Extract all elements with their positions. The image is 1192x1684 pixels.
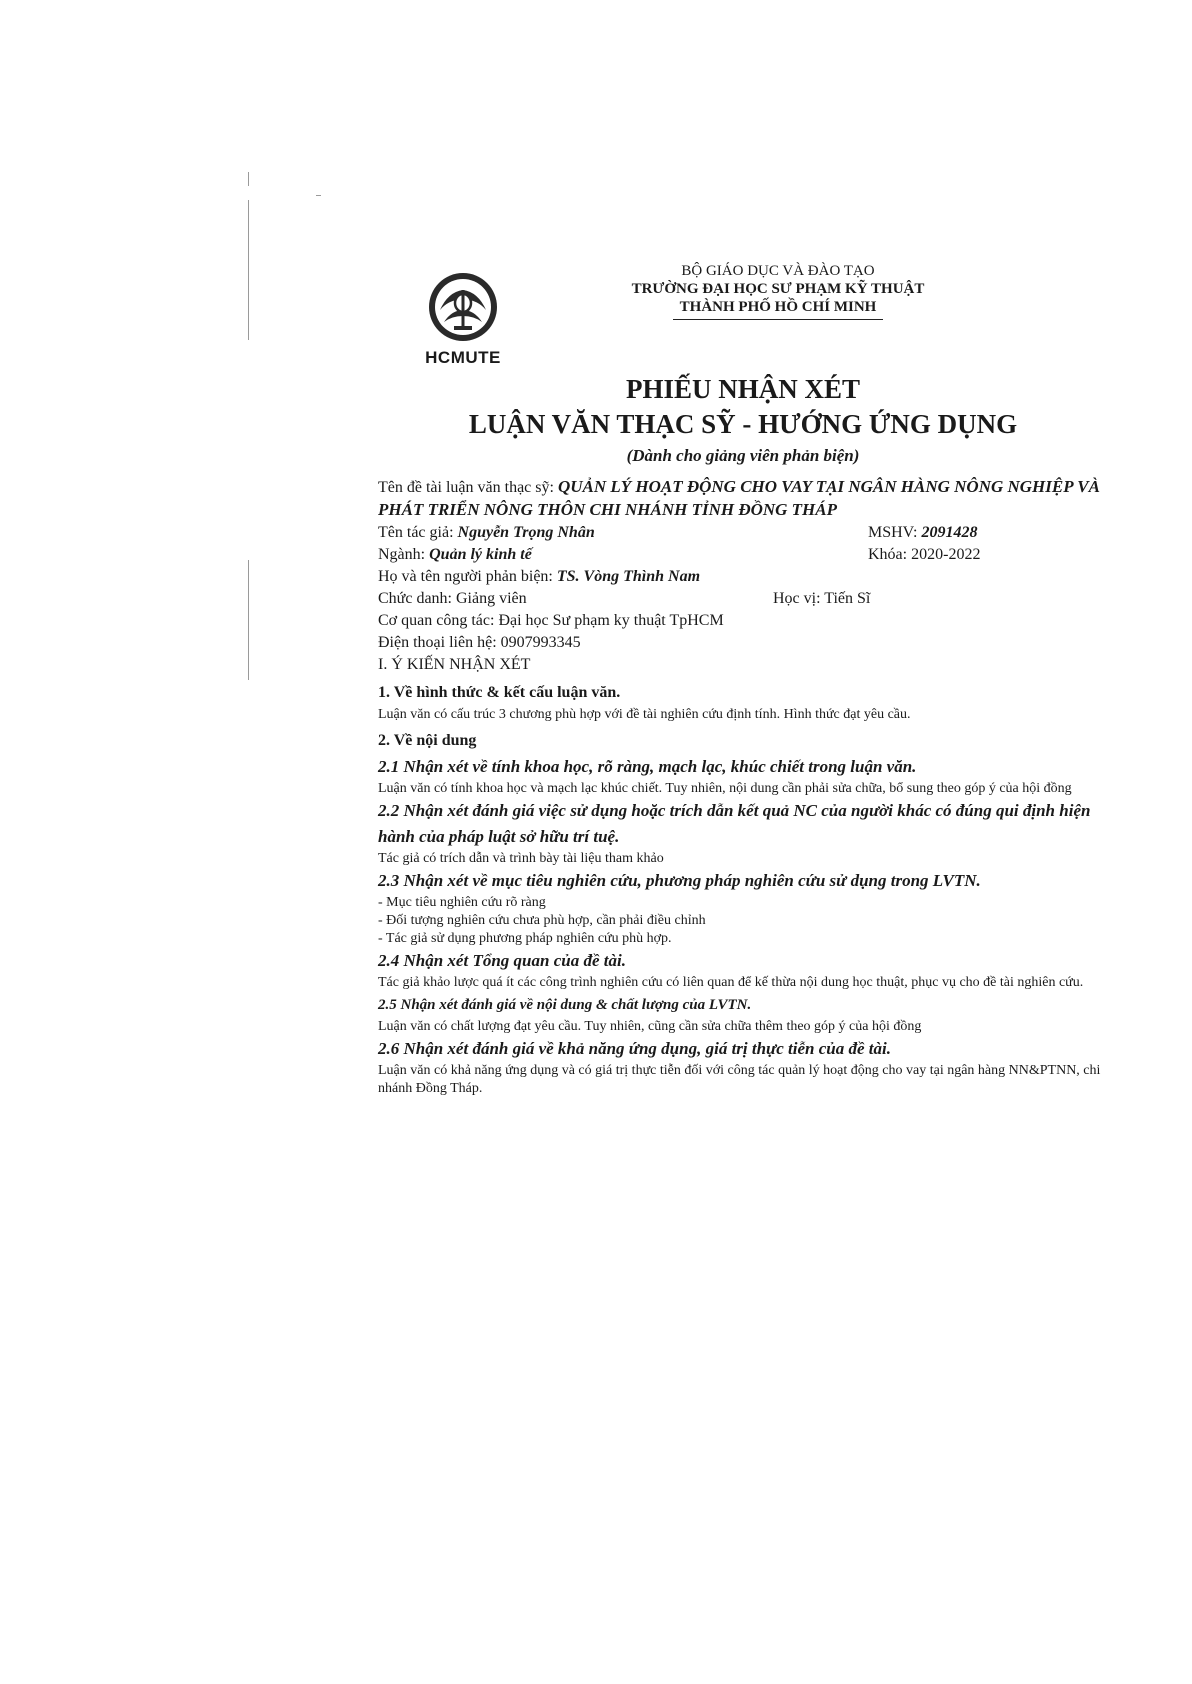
org-label: Cơ quan công tác:: [378, 612, 499, 629]
org-value: Đại học Sư phạm ky thuật TpHCM: [498, 612, 724, 629]
university-name: TRƯỜNG ĐẠI HỌC SƯ PHẠM KỸ THUẬT: [631, 281, 925, 297]
section-1-heading: 1. Về hình thức & kết cấu luận văn.: [378, 684, 621, 701]
major-row: [378, 544, 1108, 566]
author-row: [378, 522, 1108, 544]
reviewer-value: TS. Vòng Thình Nam: [556, 568, 701, 585]
section-1-body: Luận văn có cấu trúc 3 chương phù hợp với đề tài nghiên cứu định tính. Hình thức đạt yêu cầu.: [378, 707, 911, 722]
major-label: Ngành:: [378, 546, 430, 563]
degree-label: Học vị:: [773, 590, 825, 607]
hcmute-emblem-icon: [426, 270, 500, 344]
scan-artifact: [248, 172, 249, 186]
major-value: Quản lý kinh tế: [429, 546, 532, 563]
section-2-6-heading: 2.6 Nhận xét đánh giá về khả năng ứng dụng, giá trị thực tiễn của đề tài.: [378, 1039, 891, 1058]
section-2-3-item: - Đối tượng nghiên cứu chưa phù hợp, cần phải điều chỉnh: [378, 913, 706, 928]
section-2-2-heading: 2.2 Nhận xét đánh giá việc sử dụng hoặc trích dẫn kết quả NC của người khác có đúng qui định hiện hành của pháp luật sở hữu trí tuệ.: [378, 801, 1091, 846]
section-2-3-item: - Tác giả sử dụng phương pháp nghiên cứu phù hợp.: [378, 931, 672, 946]
position-label: Chức danh:: [378, 590, 456, 607]
course-label: Khóa:: [868, 546, 912, 563]
ministry-name: BỘ GIÁO DỤC VÀ ĐÀO TẠO: [681, 263, 875, 279]
student-id: [868, 522, 978, 544]
author-value: Nguyễn Trọng Nhân: [457, 524, 595, 541]
city-name: THÀNH PHỐ HỒ CHÍ MINH: [679, 299, 877, 315]
section-2-5-body: Luận văn có chất lượng đạt yêu cầu. Tuy nhiên, cũng cần sửa chữa thêm theo góp ý của hội đồng: [378, 1019, 922, 1034]
logo-text: HCMUTE: [425, 348, 501, 367]
thesis-topic: [378, 476, 1108, 522]
degree-value: Tiến Sĩ: [824, 590, 871, 607]
author-label: Tên tác giả:: [378, 524, 458, 541]
section-label: I. Ý KIẾN NHẬN XÉT: [378, 656, 531, 673]
section-2-2-body: Tác giả có trích dẫn và trình bày tài liệu tham khảo: [378, 851, 664, 866]
reviewer-label: Họ và tên người phản biện:: [378, 568, 557, 585]
institution-block: [598, 262, 958, 320]
section-2-6-body: Luận văn có khả năng ứng dụng và có giá trị thực tiễn đối với công tác quản lý hoạt động cho vay tại ngân hàng NN&PTNN, chi nhánh Đồng Tháp.: [378, 1063, 1101, 1096]
phone-row: [378, 632, 1108, 654]
position-value: Giảng viên: [456, 590, 527, 607]
scan-artifact: [316, 195, 321, 196]
header-underline: [673, 319, 883, 320]
mshv-value: 2091428: [921, 524, 978, 541]
phone-label: Điện thoại liên hệ:: [378, 634, 501, 651]
degree: [773, 588, 870, 610]
form-subtitle-main: LUẬN VĂN THẠC SỸ - HƯỚNG ỨNG DỤNG: [468, 409, 1018, 439]
document-header: [378, 262, 1108, 372]
topic-label: Tên đề tài luận văn thạc sỹ:: [378, 479, 558, 496]
form-title: PHIẾU NHẬN XÉT: [625, 374, 861, 404]
section-2-1-heading: 2.1 Nhận xét về tính khoa học, rõ ràng, mạch lạc, khúc chiết trong luận văn.: [378, 757, 917, 776]
phone-value: 0907993345: [500, 634, 581, 651]
review-form-page: [378, 262, 1108, 1098]
section-2-1-body: Luận văn có tính khoa học và mạch lạc khúc chiết. Tuy nhiên, nội dung cần phải sửa chữa, bổ sung theo góp ý của hội đồng: [378, 781, 1072, 796]
university-logo: [418, 270, 508, 368]
section-2-4-heading: 2.4 Nhận xét Tổng quan của đề tài.: [378, 951, 626, 970]
scan-artifact: [248, 560, 249, 680]
organization-row: [378, 610, 1108, 632]
course: [868, 544, 980, 566]
section-2-heading: 2. Về nội dung: [378, 732, 477, 749]
topic-value: QUẢN LÝ HOẠT ĐỘNG CHO VAY TẠI NGÂN HÀNG NÔNG NGHIỆP VÀ PHÁT TRIỂN NÔNG THÔN CHI NHÁNH TỈNH ĐỒNG THÁP: [378, 477, 1100, 519]
course-value: 2020-2022: [911, 546, 981, 563]
position-row: [378, 588, 1108, 610]
reviewer-row: [378, 566, 1108, 588]
mshv-label: MSHV:: [868, 524, 922, 541]
section-2-5-heading: 2.5 Nhận xét đánh giá về nội dung & chất lượng của LVTN.: [378, 997, 752, 1013]
form-audience-note: (Dành cho giảng viên phản biện): [626, 446, 860, 465]
section-2-3-item: - Mục tiêu nghiên cứu rõ ràng: [378, 895, 546, 910]
scan-artifact: [248, 200, 249, 340]
section-2-3-heading: 2.3 Nhận xét về mục tiêu nghiên cứu, phương pháp nghiên cứu sử dụng trong LVTN.: [378, 871, 981, 890]
section-2-4-body: Tác giả khảo lược quá ít các công trình nghiên cứu có liên quan để kế thừa nội dung học thuật, phục vụ cho đề tài nghiên cứu.: [378, 975, 1084, 990]
